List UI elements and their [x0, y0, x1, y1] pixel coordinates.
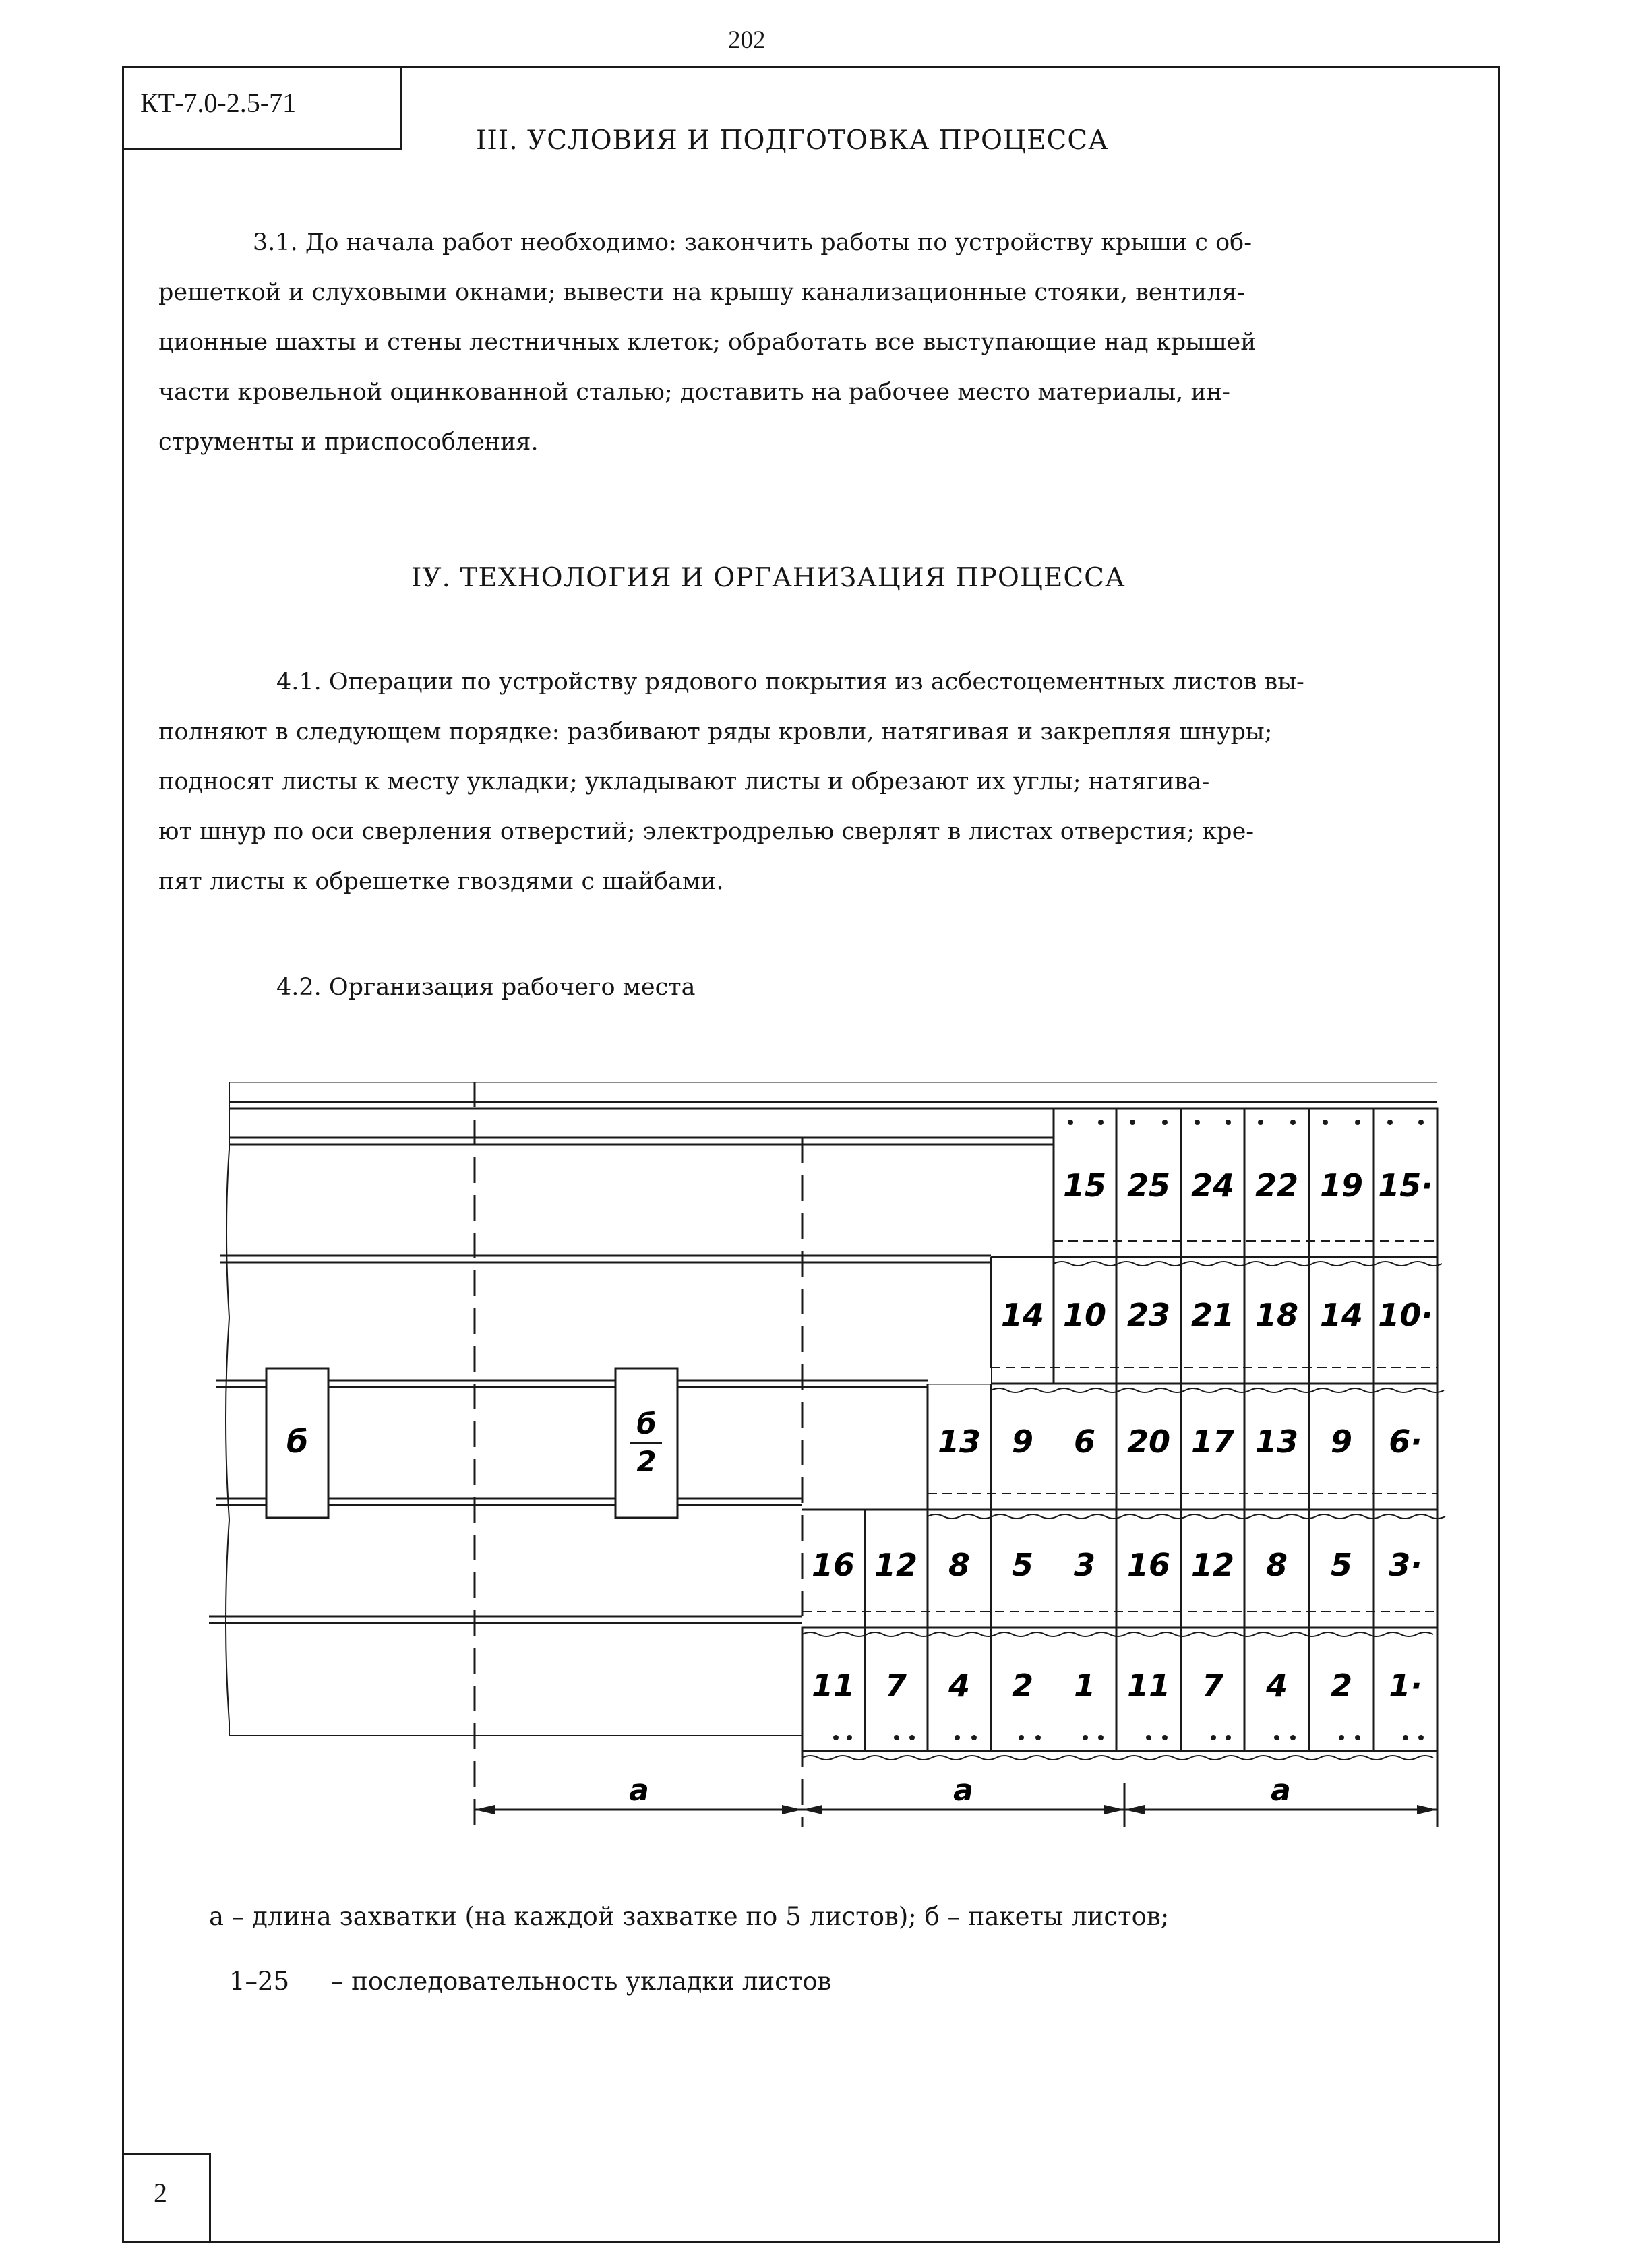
- sheet-number: 23: [1126, 1297, 1171, 1333]
- sheet-number: 11: [811, 1667, 855, 1704]
- paragraph-line: пят листы к обрешетке гвоздями с шайбами.: [158, 868, 724, 895]
- paragraph-3-1: [158, 218, 1257, 467]
- sheet-number: 21: [1190, 1297, 1235, 1333]
- workplace-diagram: [202, 1082, 1456, 1837]
- paragraph-line: решеткой и слуховыми окнами; вывести на крышу канализационные стояки, вентиля-: [158, 279, 1245, 306]
- sheet-number: 16: [811, 1547, 855, 1583]
- sheet-number: 18: [1255, 1297, 1299, 1333]
- sheet-number: 1: [1073, 1667, 1096, 1704]
- paragraph-line: 4.1. Операции по устройству рядового покрытия из асбестоцементных листов вы-: [276, 669, 1304, 696]
- legend-line-2: [229, 1967, 831, 1996]
- sheet-number-stamp: 2: [122, 2153, 211, 2243]
- document-code-stamp: КТ-7.0-2.5-71: [122, 66, 402, 150]
- sheet-number: 12: [874, 1547, 918, 1583]
- paragraph-line: части кровельной оцинкованной сталью; доставить на рабочее место материалы, ин-: [158, 379, 1230, 406]
- sheet-number: 15·: [1378, 1167, 1433, 1204]
- paragraph-line: ционные шахты и стены лестничных клеток; обработать все выступающие над крышей: [158, 329, 1257, 356]
- sheet-number: 4: [948, 1667, 971, 1704]
- sheet-number: 9: [1330, 1423, 1353, 1460]
- sheet-number: 20: [1126, 1423, 1171, 1460]
- sheet-number: 2: [1330, 1667, 1353, 1704]
- half-pack-label-bottom: 2: [636, 1445, 657, 1478]
- paragraph-4-1: [158, 657, 1304, 907]
- section-4-title: IУ. ТЕХНОЛОГИЯ И ОРГАНИЗАЦИЯ ПРОЦЕССА: [411, 563, 1126, 593]
- paragraph-4-2: 4.2. Организация рабочего места: [276, 974, 696, 1001]
- sheet-number: 13: [937, 1423, 981, 1460]
- dimension-label-a: а: [629, 1773, 649, 1808]
- sheet-number: 13: [1255, 1423, 1299, 1460]
- legend-key: 1–25: [229, 1967, 290, 1996]
- sheet-number: 1·: [1389, 1667, 1422, 1704]
- legend-line-1: а – длина захватки (на каждой захватке по 5 листов); б – пакеты листов;: [209, 1902, 1170, 1931]
- sheet-number: 14: [1000, 1297, 1045, 1333]
- sheet-number: 25: [1126, 1167, 1171, 1204]
- sheet-number: 2: [1011, 1667, 1034, 1704]
- section-3-title: III. УСЛОВИЯ И ПОДГОТОВКА ПРОЦЕССА: [476, 125, 1109, 156]
- sheet-number: 3·: [1389, 1547, 1422, 1583]
- sheet-number: 10·: [1378, 1297, 1433, 1333]
- dimension-label-a: а: [1271, 1773, 1291, 1808]
- dimension-label-a: а: [953, 1773, 973, 1808]
- page-number: 202: [728, 26, 766, 54]
- paragraph-line: 3.1. До начала работ необходимо: закончить работы по устройству крыши с об-: [253, 229, 1252, 256]
- sheet-number: 4: [1265, 1667, 1288, 1704]
- sheet-number: 5: [1330, 1547, 1353, 1583]
- sheet-number: 7: [1201, 1667, 1224, 1704]
- half-pack-label-top: б: [636, 1407, 657, 1440]
- sheet-number: 10: [1062, 1297, 1107, 1333]
- legend-text: – последовательность укладки листов: [330, 1967, 832, 1996]
- sheet-number: 9: [1011, 1423, 1034, 1460]
- sheet-number: 19: [1319, 1167, 1364, 1204]
- sheet-number: 16: [1126, 1547, 1171, 1583]
- paragraph-line: ют шнур по оси сверления отверстий; электродрелью сверлят в листах отверстия; кре-: [158, 818, 1255, 845]
- sheet-number: 6: [1073, 1423, 1096, 1460]
- sheet-number: 14: [1319, 1297, 1364, 1333]
- paragraph-line: струменты и приспособления.: [158, 429, 539, 456]
- sheet-number: 5: [1011, 1547, 1034, 1583]
- sheet-number: 6·: [1389, 1423, 1422, 1460]
- sheet-number: 7: [884, 1667, 907, 1704]
- sheet-number: 8: [1265, 1547, 1288, 1583]
- paragraph-line: полняют в следующем порядке: разбивают ряды кровли, натягивая и закрепляя шнуры;: [158, 718, 1273, 745]
- sheet-number: 3: [1073, 1547, 1096, 1583]
- sheet-number: 17: [1190, 1423, 1235, 1460]
- sheet-number: 15: [1062, 1167, 1107, 1204]
- sheet-number: 22: [1255, 1167, 1299, 1204]
- pack-label: б: [286, 1423, 309, 1460]
- paragraph-line: подносят листы к месту укладки; укладывают листы и обрезают их углы; натягива-: [158, 768, 1210, 795]
- sheet-number: 12: [1190, 1547, 1235, 1583]
- sheet-number: 8: [948, 1547, 971, 1583]
- sheet-number: 11: [1126, 1667, 1171, 1704]
- sheet-number: 24: [1190, 1167, 1235, 1204]
